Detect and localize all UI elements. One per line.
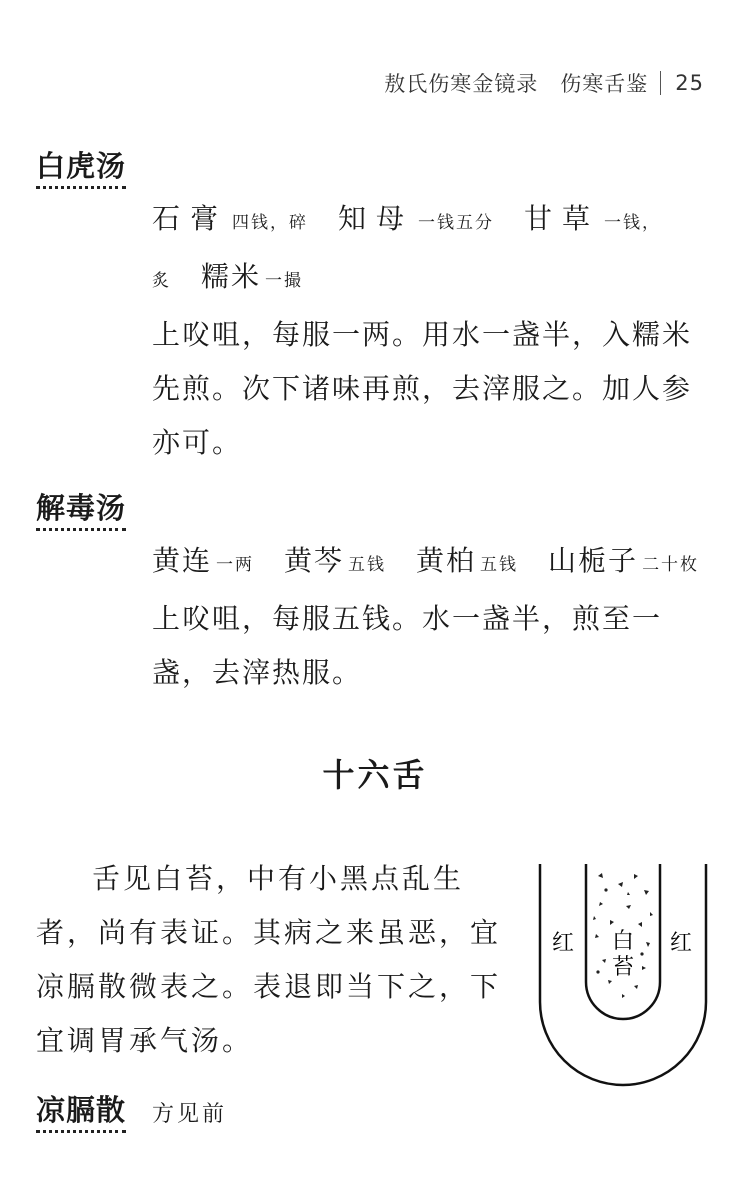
herb-item: 黄连 一两 bbox=[152, 544, 255, 577]
formula-instructions: 上㕮咀，每服五钱。水一盏半，煎至一盏，去滓热服。 bbox=[152, 602, 663, 689]
herb-line-1 bbox=[152, 192, 712, 250]
page-number: 25 bbox=[675, 71, 704, 95]
formula-title-jiedu: 解毒汤 bbox=[36, 490, 126, 531]
header-divider bbox=[660, 71, 661, 95]
formula-instructions: 上㕮咀，每服一两。用水一盏半，入糯米先煎。次下诸味再煎，去滓服之。加人参亦可。 bbox=[152, 318, 693, 459]
book-title: 敖氏伤寒金镜录 伤寒舌鉴 bbox=[384, 72, 649, 96]
formula-body-baihu bbox=[152, 192, 712, 470]
herb-item: 石膏 四钱，碎 bbox=[152, 202, 309, 235]
herb-item: 甘草 一钱， bbox=[524, 202, 662, 235]
center-white-label: 白 bbox=[611, 929, 635, 954]
herb-item: 糯米 一撮 bbox=[201, 260, 304, 293]
chapter-title: 十六舌 bbox=[322, 756, 428, 794]
formula-body-jiedu bbox=[152, 534, 712, 700]
tongue-diagram bbox=[538, 862, 708, 1088]
right-red-label: 红 bbox=[669, 931, 693, 956]
formula-note: 方见前 bbox=[152, 1102, 228, 1127]
herb-line-1 bbox=[152, 534, 712, 592]
herb-item: 黄芩 五钱 bbox=[284, 544, 387, 577]
herb-item: 黄柏 五钱 bbox=[416, 544, 519, 577]
herb-item: 炙 bbox=[152, 271, 171, 291]
herb-line-2 bbox=[152, 250, 712, 308]
left-red-label: 红 bbox=[551, 931, 575, 956]
center-coating-label: 苔 bbox=[611, 955, 635, 980]
running-header bbox=[384, 68, 704, 98]
formula-title-liangge: 凉膈散 bbox=[36, 1092, 126, 1133]
formula-title-baihu: 白虎汤 bbox=[36, 148, 126, 189]
herb-item: 山栀子 二十枚 bbox=[548, 544, 700, 577]
herb-item: 知母 一钱五分 bbox=[338, 202, 495, 235]
chapter-paragraph: 舌见白苔，中有小黑点乱生者，尚有表证。其病之来虽恶，宜凉膈散微表之。表退即当下之，下宜调胃承气汤。 bbox=[36, 862, 502, 1057]
